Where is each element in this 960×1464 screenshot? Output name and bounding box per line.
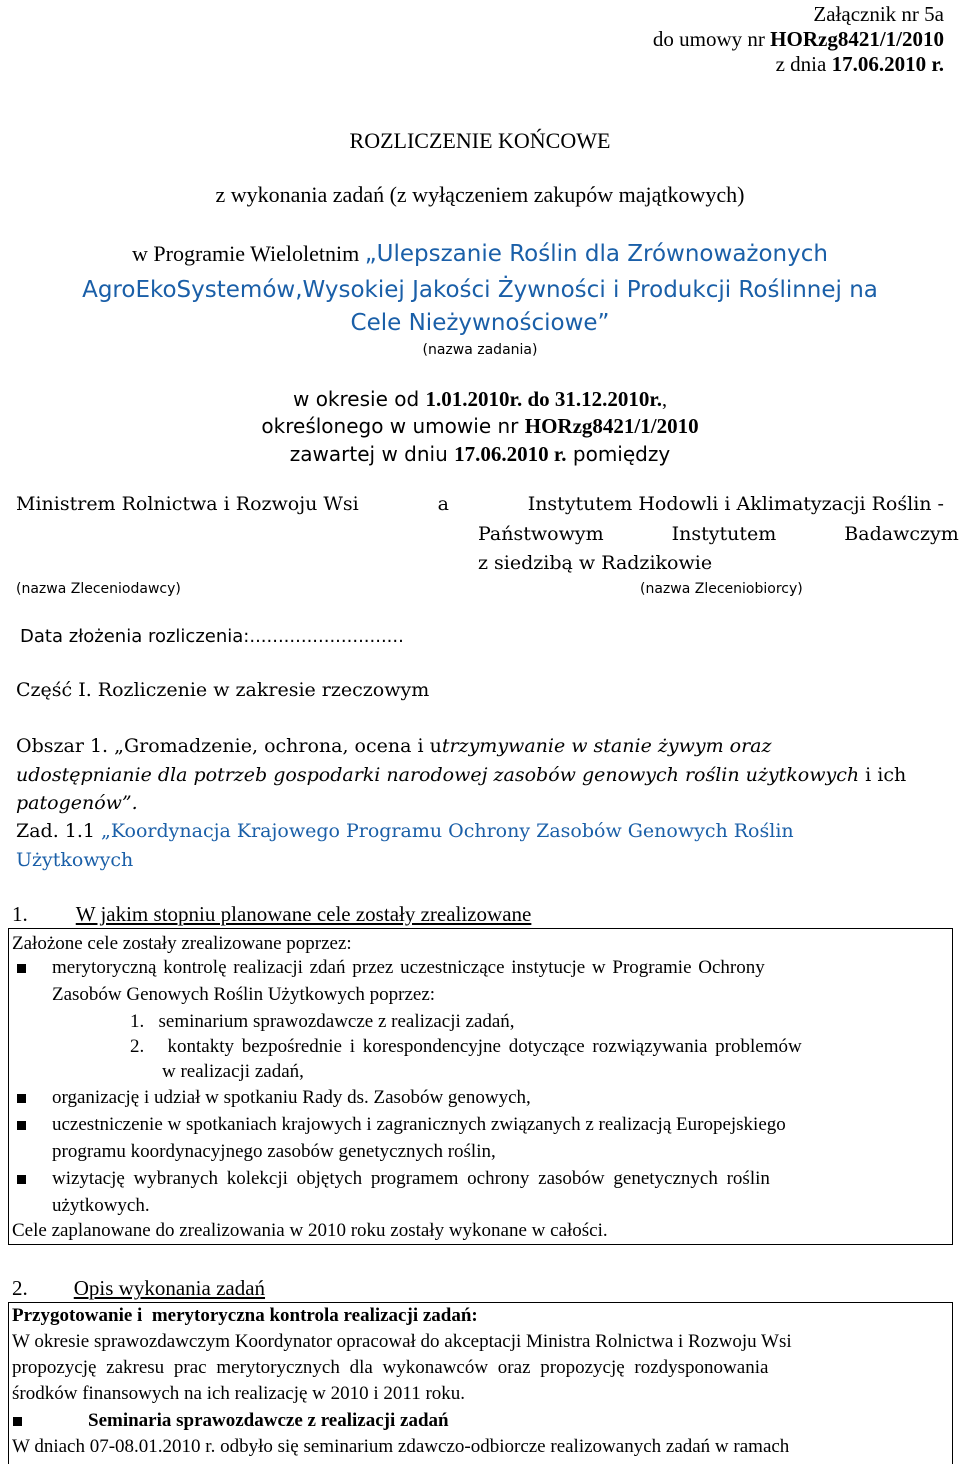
section1-subitem-1: 1. seminarium sprawozdawcze z realizacji zadań,	[130, 1011, 515, 1032]
section2-para-3: środków finansowych na ich realizację w 2010 i 2011 roku.	[12, 1383, 466, 1404]
section2-para-2: propozycję zakresu prac merytorycznych dla wykonawców oraz propozycję rozdysponowania	[12, 1357, 769, 1378]
annex-contract: do umowy nr HORzg8421/1/2010	[652, 27, 944, 51]
program-line-2: AgroEkoSystemów,Wysokiej Jakości Żywności i Produkcji Roślinnej na	[82, 277, 878, 303]
program-line-1: w Programie Wieloletnim „Ulepszanie Roślin dla Zrównoważonych	[132, 241, 828, 267]
parties-line-1: Ministrem Rolnictwa i Rozwoju Wsi a Instytutem Hodowli i Aklimatyzacji Roślin -	[16, 493, 944, 515]
contract-line: określonego w umowie nr HORzg8421/1/2010	[261, 414, 699, 438]
parties-line-2: Państwowym Instytutem Badawczym	[478, 523, 959, 545]
section2-heading: 2. Opis wykonania zadań	[12, 1276, 266, 1300]
bullet-icon	[13, 1417, 22, 1426]
section2-subheading: Przygotowanie i merytoryczna kontrola realizacji zadań:	[12, 1305, 478, 1326]
section1-intro: Założone cele zostały zrealizowane poprzez:	[12, 933, 352, 954]
program-line-3: Cele Nieżywnościowe”	[350, 310, 610, 336]
submission-date: Data złożenia rozliczenia:...........................	[20, 626, 404, 647]
annex-number: Załącznik nr 5a	[813, 2, 944, 26]
bullet-icon	[17, 1094, 26, 1103]
bullet-icon	[17, 1121, 26, 1130]
document-title: ROZLICZENIE KOŃCOWE	[349, 128, 611, 153]
area-line-2: udostępnianie dla potrzeb gospodarki narodowej zasobów genowych roślin użytkowych i ich	[16, 764, 907, 786]
section2-last-line: W dniach 07-08.01.2010 r. odbyło się seminarium zdawczo-odbiorcze realizowanych zadań w ramach	[12, 1436, 790, 1457]
signed-line: zawartej w dniu 17.06.2010 r. pomiędzy	[289, 442, 671, 466]
annex-block	[653, 2, 944, 77]
part1-heading: Część I. Rozliczenie w zakresie rzeczowym	[16, 679, 430, 701]
section2-bullet-heading: Seminaria sprawozdawcze z realizacji zadań	[88, 1410, 449, 1431]
area-line-1: Obszar 1. „Gromadzenie, ochrona, ocena i u trzymywanie w stanie żywym oraz	[16, 735, 772, 757]
bullet-icon	[17, 964, 26, 973]
document-subtitle: z wykonania zadań (z wyłączeniem zakupów majątkowych)	[215, 182, 745, 207]
task-name: „Koordynacja Krajowego Programu Ochrony Zasobów Genowych Roślin	[101, 820, 794, 842]
section1-item-1: merytoryczną kontrolę realizacji zdań przez uczestniczące instytucje w Programie Ochrony	[52, 957, 765, 978]
section1-item-1-cont: Zasobów Genowych Roślin Użytkowych poprzez:	[52, 984, 436, 1005]
period-line: w okresie od 1.01.2010r. do 31.12.2010r.,	[292, 387, 668, 411]
section2-para-1: W okresie sprawozdawczym Koordynator opracował do akceptacji Ministra Rolnictwa i Rozwoju Wsi	[12, 1331, 792, 1352]
client-name: Ministrem Rolnictwa i Rozwoju Wsi	[16, 493, 359, 515]
section1-heading: 1. W jakim stopniu planowane cele zostały zrealizowane	[12, 902, 532, 926]
parties-line-3: z siedzibą w Radzikowie	[478, 552, 713, 574]
section1-item-3: uczestniczenie w spotkaniach krajowych i zagranicznych związanych z realizacją Europejskiego	[52, 1114, 786, 1135]
client-caption: (nazwa Zleceniodawcy)	[16, 581, 181, 597]
section1-subitem-2-cont: w realizacji zadań,	[162, 1061, 304, 1082]
bullet-icon	[17, 1175, 26, 1184]
task-line-1: Zad. 1.1 „Koordynacja Krajowego Programu Ochrony Zasobów Genowych Roślin	[16, 820, 794, 842]
area-line-3: patogenów”.	[16, 792, 138, 814]
annex-date: z dnia 17.06.2010 r.	[775, 52, 944, 76]
contractor-name-1: Instytutem Hodowli i Aklimatyzacji Roślin -	[527, 493, 944, 515]
contractor-caption: (nazwa Zleceniobiorcy)	[640, 581, 803, 597]
program-name: „Ulepszanie Roślin dla Zrównoważonych	[364, 241, 828, 267]
section1-subitem-2: 2. kontakty bezpośrednie i korespondencyjne dotyczące rozwiązywania problemów	[130, 1036, 802, 1057]
section1-item-2: organizację i udział w spotkaniu Rady ds. Zasobów genowych,	[52, 1087, 531, 1108]
task-line-2: Użytkowych	[16, 849, 134, 871]
section1-closing: Cele zaplanowane do zrealizowania w 2010 roku zostały wykonane w całości.	[12, 1220, 608, 1241]
section1-item-3-cont: programu koordynacyjnego zasobów genetycznych roślin,	[52, 1141, 496, 1162]
task-name-caption: (nazwa zadania)	[422, 342, 538, 358]
section1-item-4: wizytację wybranych kolekcji objętych programem ochrony zasobów genetycznych roślin	[52, 1168, 770, 1189]
section1-item-4-cont: użytkowych.	[52, 1195, 150, 1216]
